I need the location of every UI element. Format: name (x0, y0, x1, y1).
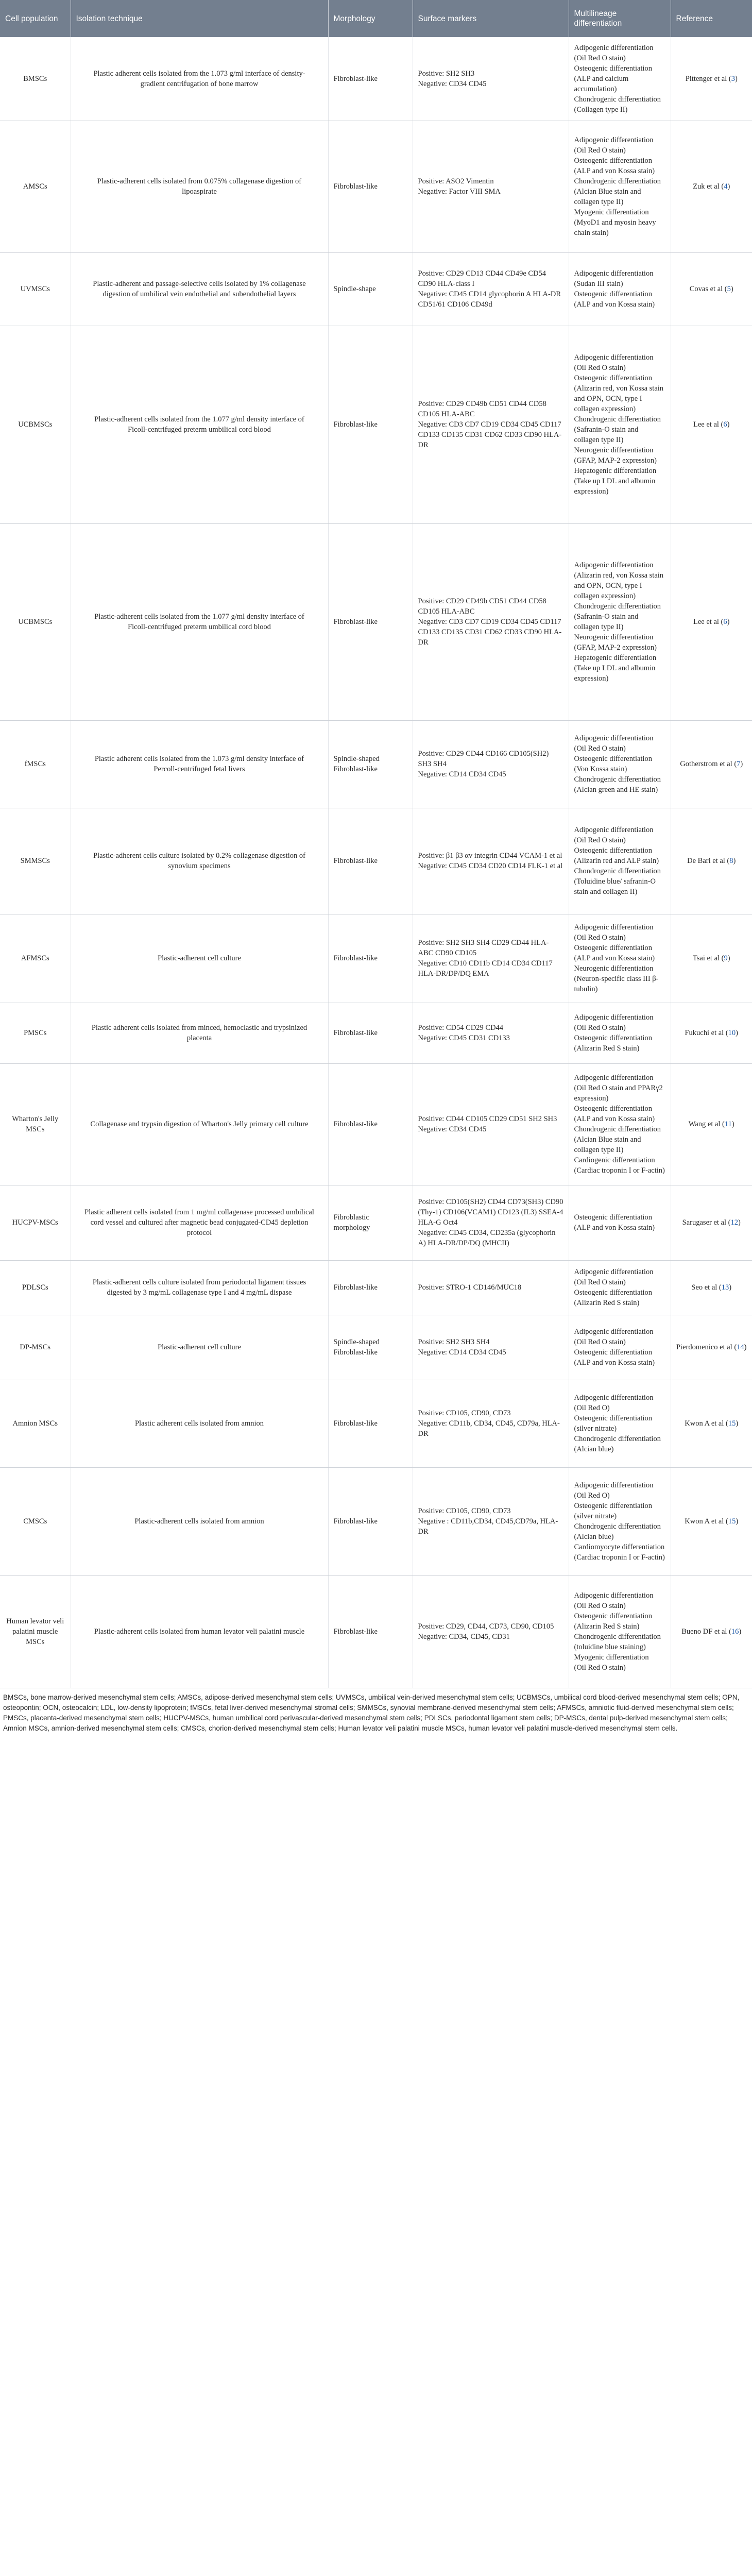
isolation-technique-text: Plastic-adherent cells isolated from human levator veli palatini muscle (94, 1628, 305, 1636)
isolation-technique-cell (71, 1260, 328, 1315)
reference-cell (671, 808, 752, 914)
reference-link[interactable]: 6 (723, 420, 727, 429)
reference-text: Tsai et al ( (692, 954, 724, 962)
table-row (0, 914, 752, 1003)
isolation-technique-text: Plastic adherent cells isolated from minced, hemoclastic and trypsinized placenta (91, 1024, 307, 1042)
reference-cell (671, 1315, 752, 1380)
header-row (0, 0, 752, 37)
morphology-cell (328, 121, 413, 252)
reference-cell (671, 252, 752, 326)
multilineage-differentiation-text: Adipogenic differentiation (Oil Red O stain and PPARγ2 expression) Osteogenic differentiation (ALP and von Kossa stain) Chondrogenic differentiation (Alcian Blue stain and collagen type II) Cardiogenic differentiation (Cardiac troponin I or F-actin) (574, 1074, 665, 1175)
cell-population-cell (0, 1315, 71, 1380)
reference-close-paren: ) (727, 420, 730, 429)
surface-markers-text: Positive: CD29, CD44, CD73, CD90, CD105 Negative: CD34, CD45, CD31 (418, 1622, 554, 1641)
isolation-technique-cell (71, 1063, 328, 1185)
multilineage-differentiation-text: Adipogenic differentiation (Oil Red O) Osteogenic differentiation (silver nitrate) Chondrogenic differentiation (Alcian blue) (574, 1394, 661, 1453)
reference-link[interactable]: 10 (728, 1029, 736, 1037)
reference-link[interactable]: 6 (723, 618, 727, 626)
isolation-technique-text: Collagenase and trypsin digestion of Wharton's Jelly primary cell culture (90, 1120, 309, 1128)
reference-text: Kwon A et al ( (685, 1419, 728, 1428)
cell-population-text: UCBMSCs (18, 618, 53, 626)
morphology-text: Fibroblast-like (333, 182, 378, 191)
reference-close-paren: ) (736, 1517, 739, 1526)
isolation-technique-text: Plastic-adherent cell culture (158, 1343, 241, 1351)
surface-markers-cell (413, 1185, 569, 1260)
multilineage-differentiation-cell (569, 1003, 671, 1063)
reference-cell (671, 1185, 752, 1260)
reference-close-paren: ) (730, 285, 733, 293)
isolation-technique-cell (71, 37, 328, 121)
table-row (0, 720, 752, 808)
cell-population-cell (0, 523, 71, 720)
morphology-cell (328, 1467, 413, 1575)
cell-population-text: BMSCs (23, 74, 47, 83)
morphology-text: Fibroblastic morphology (333, 1213, 370, 1232)
surface-markers-cell (413, 326, 569, 523)
morphology-text: Spindle-shape (333, 285, 376, 293)
reference-text: Pierdomenico et al ( (676, 1343, 737, 1351)
surface-markers-cell (413, 523, 569, 720)
multilineage-differentiation-text: Adipogenic differentiation (Oil Red O stain) Osteogenic differentiation (ALP and von Kossa stain) (574, 1328, 655, 1367)
reference-link[interactable]: 16 (731, 1628, 739, 1636)
header-reference: Reference (676, 14, 713, 23)
isolation-technique-cell (71, 1315, 328, 1380)
morphology-cell (328, 914, 413, 1003)
cell-population-text: UVMSCs (20, 285, 50, 293)
reference-close-paren: ) (733, 857, 736, 865)
morphology-cell (328, 1380, 413, 1467)
table-row (0, 1380, 752, 1467)
morphology-cell (328, 808, 413, 914)
multilineage-differentiation-cell (569, 252, 671, 326)
surface-markers-cell (413, 808, 569, 914)
morphology-text: Fibroblast-like (333, 954, 378, 962)
reference-text: Kwon A et al ( (685, 1517, 728, 1526)
reference-cell (671, 326, 752, 523)
reference-close-paren: ) (729, 1283, 732, 1292)
cell-population-cell (0, 1380, 71, 1467)
isolation-technique-text: Plastic-adherent cells isolated from the 1.077 g/ml density interface of Ficoll-centrifuged preterm umbilical cord blood (94, 415, 304, 434)
cell-population-text: Wharton's Jelly MSCs (12, 1115, 59, 1133)
surface-markers-text: Positive: CD29 CD13 CD44 CD49e CD54 CD90 HLA-class I Negative: CD45 CD14 glycophorin A HLA-DR CD51/61 CD106 CD49d (418, 269, 561, 309)
cell-population-cell (0, 37, 71, 121)
reference-close-paren: ) (727, 182, 730, 191)
reference-close-paren: ) (739, 1628, 742, 1636)
table-row (0, 1185, 752, 1260)
reference-close-paren: ) (736, 1029, 738, 1037)
reference-cell (671, 1467, 752, 1575)
isolation-technique-text: Plastic-adherent cells isolated from 0.075% collagenase digestion of lipoaspirate (97, 177, 302, 196)
reference-text: Sarugaser et al ( (682, 1218, 731, 1227)
isolation-technique-text: Plastic adherent cells isolated from 1 mg/ml collagenase processed umbilical cord vessel and cultured after magnetic bead conjugated-CD45 depletion protocol (84, 1208, 314, 1237)
reference-link[interactable]: 7 (737, 760, 741, 768)
multilineage-differentiation-cell (569, 720, 671, 808)
cell-population-text: SMMSCs (20, 857, 50, 865)
reference-cell (671, 121, 752, 252)
morphology-text: Fibroblast-like (333, 1628, 378, 1636)
reference-link[interactable]: 8 (729, 857, 733, 865)
cell-population-cell (0, 1003, 71, 1063)
reference-link[interactable]: 4 (724, 182, 728, 191)
isolation-technique-cell (71, 914, 328, 1003)
cell-population-cell (0, 121, 71, 252)
surface-markers-text: Positive: SH2 SH3 SH4 Negative: CD14 CD34 CD45 (418, 1338, 506, 1357)
morphology-cell (328, 720, 413, 808)
morphology-text: Fibroblast-like (333, 1517, 378, 1526)
surface-markers-text: Positive: CD29 CD49b CD51 CD44 CD58 CD105 HLA-ABC Negative: CD3 CD7 CD19 CD34 CD45 CD117 CD133 CD135 CD31 CD62 CD33 CD90 HLA-DR (418, 597, 562, 647)
surface-markers-text: Positive: SH2 SH3 Negative: CD34 CD45 (418, 69, 487, 88)
cell-population-cell (0, 1260, 71, 1315)
multilineage-differentiation-text: Adipogenic differentiation (Sudan III stain) Osteogenic differentiation (ALP and von Kossa stain) (574, 269, 655, 309)
cell-population-cell (0, 1467, 71, 1575)
cell-population-text: PMSCs (24, 1029, 47, 1037)
cell-population-text: UCBMSCs (18, 420, 53, 429)
reference-text: Lee et al ( (693, 618, 724, 626)
multilineage-differentiation-cell (569, 1063, 671, 1185)
isolation-technique-text: Plastic adherent cells isolated from the 1.073 g/ml density interface of Percoll-centrifuged fetal livers (94, 755, 304, 773)
multilineage-differentiation-cell (569, 121, 671, 252)
surface-markers-cell (413, 1063, 569, 1185)
multilineage-differentiation-cell (569, 37, 671, 121)
cell-population-text: HUCPV-MSCs (12, 1218, 58, 1227)
reference-text: Lee et al ( (693, 420, 724, 429)
surface-markers-cell (413, 252, 569, 326)
surface-markers-text: Positive: CD44 CD105 CD29 CD51 SH2 SH3 Negative: CD34 CD45 (418, 1115, 557, 1133)
morphology-text: Fibroblast-like (333, 1283, 378, 1292)
table-row (0, 37, 752, 121)
morphology-cell (328, 523, 413, 720)
isolation-technique-cell (71, 1575, 328, 1688)
reference-close-paren: ) (744, 1343, 747, 1351)
morphology-cell (328, 1185, 413, 1260)
isolation-technique-text: Plastic-adherent and passage-selective cells isolated by 1% collagenase digestion of umbilical vein endothelial and subendothelial layers (93, 280, 306, 298)
table-row (0, 523, 752, 720)
cell-population-cell (0, 1575, 71, 1688)
isolation-technique-text: Plastic adherent cells isolated from amnion (134, 1419, 264, 1428)
header-cell-population: Cell population (0, 0, 71, 37)
table-footnote: BMSCs, bone marrow-derived mesenchymal stem cells; AMSCs, adipose-derived mesenchymal stem cells; UVMSCs, umbilical vein-derived mesenchymal stem cells; UCBMSCs, umbilical cord blood-derived mesenchymal stem cells; OPN, osteopontin; OCN, osteocalcin; LDL, low-density lipoprotein; fMSCs, fetal liver-derived mesenchymal stromal cells; SMMSCs, synovial membrane-derived mesenchymal stem cells; AFMSCs, amniotic fluid-derived mesenchymal stem cells; PMSCs, placenta-derived mesenchymal stem cells; HUCPV-MSCs, human umbilical cord perivascular-derived mesenchymal stem cells; PDLSCs, periodontal ligament stem cells; DP-MSCs, dental pulp-derived mesenchymal stem cells; Amnion MSCs, amnion-derived mesenchymal stem cells; CMSCs, chorion-derived mesenchymal stem cells; Human levator veli palatini muscle MSCs, human levator veli palatini muscle-derived mesenchymal stem cells. (3, 1693, 740, 1732)
reference-cell (671, 1575, 752, 1688)
reference-text: Covas et al ( (689, 285, 727, 293)
isolation-technique-text: Plastic-adherent cells isolated from the 1.077 g/ml density interface of Ficoll-centrifuged preterm umbilical cord blood (94, 613, 304, 631)
isolation-technique-cell (71, 1185, 328, 1260)
cell-population-text: PDLSCs (22, 1283, 48, 1292)
multilineage-differentiation-text: Adipogenic differentiation (Oil Red O stain) Osteogenic differentiation (Alizarin red and ALP stain) Chondrogenic differentiation (Toluidine blue/ safranin-O stain and collagen II) (574, 826, 661, 896)
surface-markers-text: Positive: CD54 CD29 CD44 Negative: CD45 CD31 CD133 (418, 1024, 510, 1042)
reference-cell (671, 37, 752, 121)
morphology-text: Fibroblast-like (333, 420, 378, 429)
cell-population-text: AFMSCs (21, 954, 49, 962)
table-row (0, 121, 752, 252)
multilineage-differentiation-cell (569, 808, 671, 914)
morphology-cell (328, 1575, 413, 1688)
multilineage-differentiation-text: Adipogenic differentiation (Oil Red O stain) Osteogenic differentiation (ALP and von Kossa stain) Neurogenic differentiation (Neuron-specific class III β-tubulin) (574, 923, 659, 993)
reference-link[interactable]: 9 (724, 954, 728, 962)
header-morphology: Morphology (328, 0, 413, 37)
isolation-technique-text: Plastic-adherent cells isolated from amnion (134, 1517, 264, 1526)
reference-link[interactable]: 14 (737, 1343, 744, 1351)
reference-link[interactable]: 3 (731, 74, 735, 83)
morphology-text: Fibroblast-like (333, 618, 378, 626)
surface-markers-text: Positive: β1 β3 αv integrin CD44 VCAM-1 et al Negative: CD45 CD34 CD20 CD14 FLK-1 et al (418, 852, 563, 870)
morphology-text: Fibroblast-like (333, 1419, 378, 1428)
surface-markers-cell (413, 37, 569, 121)
reference-link[interactable]: 15 (728, 1419, 736, 1428)
surface-markers-text: Positive: STRO-1 CD146/MUC18 (418, 1283, 522, 1292)
cell-population-text: Amnion MSCs (12, 1419, 58, 1428)
reference-link[interactable]: 15 (728, 1517, 736, 1526)
reference-text: Zuk et al ( (693, 182, 724, 191)
multilineage-differentiation-text: Adipogenic differentiation (Oil Red O stain) Osteogenic differentiation (ALP and von Kossa stain) Chondrogenic differentiation (Alcian Blue stain and collagen type II) Myogenic differentiation (MyoD1 and myosin heavy chain stain) (574, 136, 661, 237)
table-row (0, 252, 752, 326)
reference-text: Fukuchi et al ( (685, 1029, 728, 1037)
reference-text: Gotherstrom et al ( (680, 760, 737, 768)
morphology-cell (328, 252, 413, 326)
surface-markers-cell (413, 1467, 569, 1575)
header-multilineage-differentiation: Multilineage differentiation (569, 0, 671, 37)
reference-close-paren: ) (740, 760, 743, 768)
cell-population-cell (0, 808, 71, 914)
morphology-cell (328, 1260, 413, 1315)
cell-population-cell (0, 914, 71, 1003)
reference-close-paren: ) (734, 74, 738, 83)
header-isolation-technique: Isolation technique (71, 0, 328, 37)
isolation-technique-cell (71, 523, 328, 720)
reference-link[interactable]: 11 (724, 1120, 732, 1128)
morphology-text: Fibroblast-like (333, 74, 378, 83)
isolation-technique-cell (71, 326, 328, 523)
surface-markers-text: Positive: CD29 CD49b CD51 CD44 CD58 CD105 HLA-ABC Negative: CD3 CD7 CD19 CD34 CD45 CD117 CD133 CD135 CD31 CD62 CD33 CD90 HLA-DR (418, 400, 562, 449)
multilineage-differentiation-text: Adipogenic differentiation (Alizarin red, von Kossa stain and OPN, OCN, type I collagen expression) Chondrogenic differentiation (Safranin-O stain and collagen type II) Neurogenic differentiation (GFAP, MAP-2 expression) Hepatogenic differentiation (Take up LDL and albumin expression) (574, 561, 664, 683)
reference-cell (671, 1380, 752, 1467)
multilineage-differentiation-cell (569, 326, 671, 523)
isolation-technique-text: Plastic-adherent cells culture isolated by 0.2% collagenase digestion of synovium specimens (93, 852, 305, 870)
multilineage-differentiation-cell (569, 523, 671, 720)
reference-link[interactable]: 13 (721, 1283, 729, 1292)
cell-population-text: fMSCs (24, 760, 46, 768)
surface-markers-cell (413, 1260, 569, 1315)
morphology-text: Spindle-shaped Fibroblast-like (333, 755, 380, 773)
multilineage-differentiation-cell (569, 914, 671, 1003)
isolation-technique-text: Plastic-adherent cell culture (158, 954, 241, 962)
cell-population-text: AMSCs (23, 182, 47, 191)
cell-population-text: Human levator veli palatini muscle MSCs (6, 1617, 64, 1646)
multilineage-differentiation-text: Adipogenic differentiation (Oil Red O stain) Osteogenic differentiation (Alizarin Red S stain) (574, 1268, 654, 1307)
multilineage-differentiation-text: Adipogenic differentiation (Oil Red O stain) Osteogenic differentiation (Alizarin Red S stain) Chondrogenic differentiation (toluidine blue staining) Myogenic differentiation (Oil Red O stain) (574, 1591, 661, 1672)
surface-markers-cell (413, 1315, 569, 1380)
surface-markers-text: Positive: CD105, CD90, CD73 Negative : CD11b,CD34, CD45,CD79a, HLA-DR (418, 1507, 558, 1536)
cell-population-text: DP-MSCs (20, 1343, 51, 1351)
multilineage-differentiation-cell (569, 1467, 671, 1575)
reference-text: Seo et al ( (691, 1283, 722, 1292)
multilineage-differentiation-text: Osteogenic differentiation (ALP and von Kossa stain) (574, 1213, 655, 1232)
table-row (0, 1063, 752, 1185)
reference-text: Wang et al ( (688, 1120, 725, 1128)
table-row (0, 1315, 752, 1380)
multilineage-differentiation-text: Adipogenic differentiation (Oil Red O stain) Osteogenic differentiation (Von Kossa stain) Chondrogenic differentiation (Alcian green and HE stain) (574, 734, 661, 794)
reference-close-paren: ) (727, 954, 730, 962)
table-body (0, 37, 752, 1688)
reference-close-paren: ) (736, 1419, 739, 1428)
cell-population-text: CMSCs (23, 1517, 47, 1526)
surface-markers-cell (413, 121, 569, 252)
morphology-text: Fibroblast-like (333, 1120, 378, 1128)
table-row (0, 326, 752, 523)
reference-cell (671, 1003, 752, 1063)
morphology-cell (328, 37, 413, 121)
reference-cell (671, 523, 752, 720)
isolation-technique-cell (71, 720, 328, 808)
cell-population-cell (0, 252, 71, 326)
cell-population-cell (0, 1185, 71, 1260)
multilineage-differentiation-cell (569, 1575, 671, 1688)
reference-cell (671, 914, 752, 1003)
table-header (0, 0, 752, 37)
isolation-technique-cell (71, 121, 328, 252)
morphology-cell (328, 1003, 413, 1063)
morphology-cell (328, 326, 413, 523)
morphology-text: Fibroblast-like (333, 1029, 378, 1037)
surface-markers-cell (413, 720, 569, 808)
multilineage-differentiation-cell (569, 1260, 671, 1315)
table-row (0, 808, 752, 914)
surface-markers-text: Positive: CD105(SH2) CD44 CD73(SH3) CD90 (Thy-1) CD106(VCAM1) CD123 (IL3) SSEA-4 HLA-G Oct4 Negative: CD45 CD34, CD235a (glycophorin A) HLA-DR/DP/DQ (MHCII) (418, 1198, 563, 1247)
cell-population-cell (0, 1063, 71, 1185)
surface-markers-text: Positive: ASO2 Vimentin Negative: Factor VIII SMA (418, 177, 501, 196)
multilineage-differentiation-cell (569, 1185, 671, 1260)
table-row (0, 1467, 752, 1575)
isolation-technique-cell (71, 1380, 328, 1467)
reference-close-paren: ) (738, 1218, 741, 1227)
multilineage-differentiation-cell (569, 1315, 671, 1380)
multilineage-differentiation-text: Adipogenic differentiation (Oil Red O stain) Osteogenic differentiation (Alizarin Red S stain) (574, 1013, 654, 1053)
multilineage-differentiation-text: Adipogenic differentiation (Oil Red O) Osteogenic differentiation (silver nitrate) Chondrogenic differentiation (Alcian blue) Cardiomyocyte differentiation (Cardiac troponin I or F-actin) (574, 1481, 665, 1562)
table-row (0, 1260, 752, 1315)
multilineage-differentiation-cell (569, 1380, 671, 1467)
cell-population-cell (0, 720, 71, 808)
isolation-technique-cell (71, 1003, 328, 1063)
surface-markers-cell (413, 1575, 569, 1688)
morphology-cell (328, 1063, 413, 1185)
morphology-text: Spindle-shaped Fibroblast-like (333, 1338, 380, 1357)
reference-close-paren: ) (727, 618, 730, 626)
isolation-technique-cell (71, 252, 328, 326)
surface-markers-cell (413, 914, 569, 1003)
cell-population-cell (0, 326, 71, 523)
isolation-technique-text: Plastic adherent cells isolated from the 1.073 g/ml interface of density-gradient centrifugation of bone marrow (93, 69, 305, 88)
surface-markers-text: Positive: CD29 CD44 CD166 CD105(SH2) SH3 SH4 Negative: CD14 CD34 CD45 (418, 750, 549, 778)
reference-link[interactable]: 12 (730, 1218, 738, 1227)
surface-markers-text: Positive: SH2 SH3 SH4 CD29 CD44 HLA-ABC CD90 CD105 Negative: CD10 CD11b CD14 CD34 CD117 HLA-DR/DP/DQ EMA (418, 939, 553, 978)
surface-markers-text: Positive: CD105, CD90, CD73 Negative: CD11b, CD34, CD45, CD79a, HLA-DR (418, 1409, 560, 1438)
reference-cell (671, 1260, 752, 1315)
reference-cell (671, 720, 752, 808)
surface-markers-cell (413, 1003, 569, 1063)
surface-markers-cell (413, 1380, 569, 1467)
isolation-technique-text: Plastic-adherent cells culture isolated from periodontal ligament tissues digested by 3 mg/mL collagenase type I and 4 mg/mL dispase (92, 1278, 306, 1297)
reference-text: Bueno DF et al ( (681, 1628, 731, 1636)
table-row (0, 1575, 752, 1688)
reference-link[interactable]: 5 (727, 285, 731, 293)
isolation-technique-cell (71, 808, 328, 914)
morphology-text: Fibroblast-like (333, 857, 378, 865)
reference-close-paren: ) (731, 1120, 734, 1128)
multilineage-differentiation-text: Adipogenic differentiation (Oil Red O stain) Osteogenic differentiation (ALP and calcium accumulation) Chondrogenic differentiation (Collagen type II) (574, 43, 661, 114)
table-row (0, 1003, 752, 1063)
reference-text: De Bari et al ( (687, 857, 730, 865)
isolation-technique-cell (71, 1467, 328, 1575)
reference-cell (671, 1063, 752, 1185)
morphology-cell (328, 1315, 413, 1380)
header-surface-markers: Surface markers (413, 0, 569, 37)
multilineage-differentiation-text: Adipogenic differentiation (Oil Red O stain) Osteogenic differentiation (Alizarin red, von Kossa stain and OPN, OCN, type I collagen expression) Chondrogenic differentiation (Safranin-O stain and collagen type II) Neurogenic differentiation (GFAP, MAP-2 expression) Hepatogenic differentiation (Take up LDL and albumin expression) (574, 353, 664, 496)
reference-text: Pittenger et al ( (685, 74, 731, 83)
